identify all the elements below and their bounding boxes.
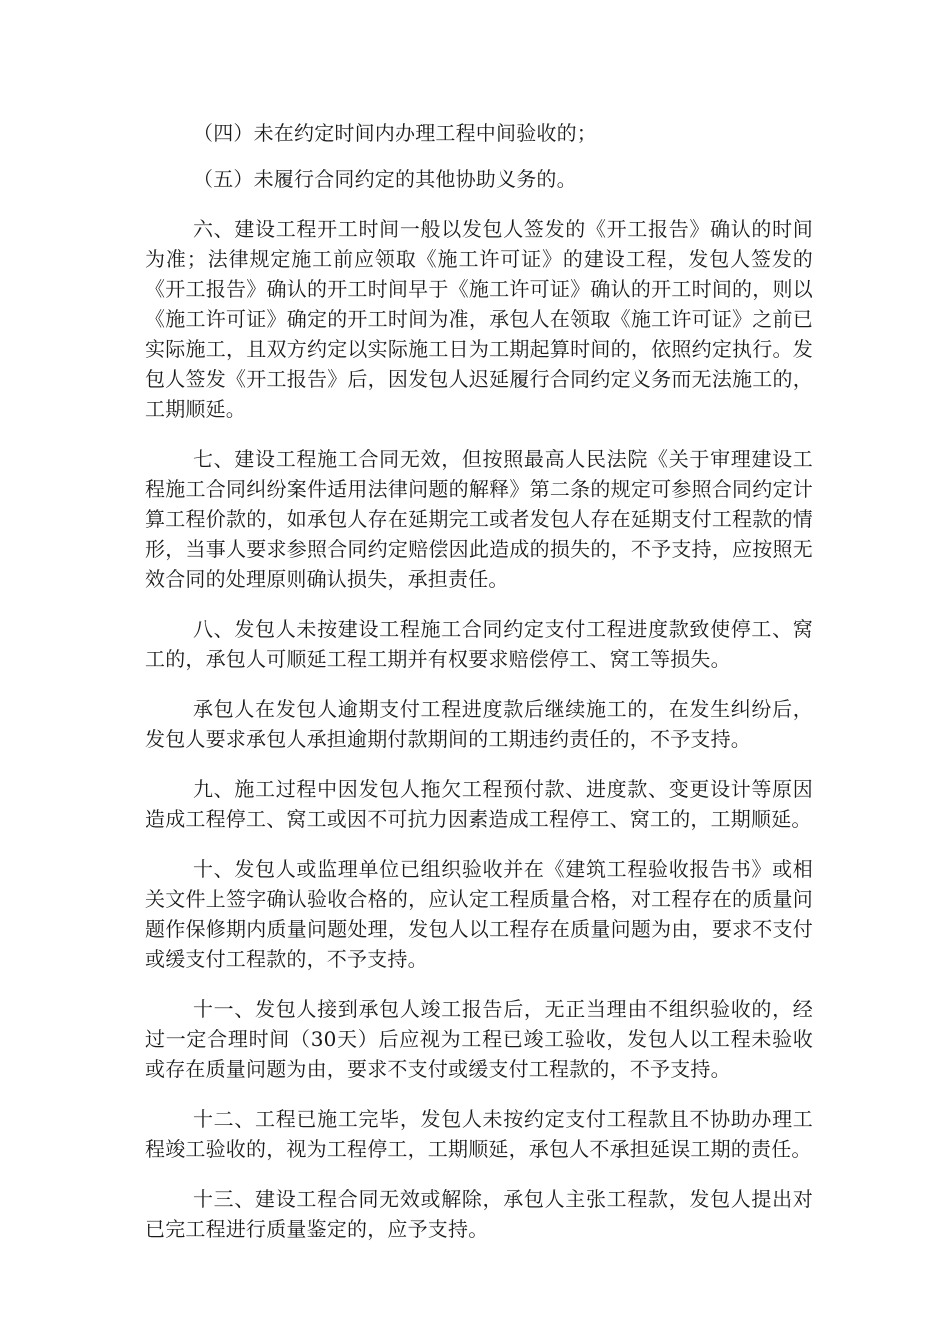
paragraph-item-4: （四）未在约定时间内办理工程中间验收的； [193,121,597,145]
paragraph-article-9: 九、施工过程中因发包人拖欠工程预付款、进度款、变更设计等原因造成工程停工、窝工或因不可抗力因素造成工程停工、窝工的，工期顺延。 [145,777,813,831]
document-body [145,118,813,1264]
paragraph-article-8-continued: 承包人在发包人逾期支付工程进度款后继续施工的，在发生纠纷后，发包人要求承包人承担逾期付款期间的工期违约责任的，不予支持。 [145,697,813,751]
paragraph-article-6: 六、建设工程开工时间一般以发包人签发的《开工报告》确认的时间为准；法律规定施工前应领取《施工许可证》的建设工程，发包人签发的《开工报告》确认的开工时间早于《施工许可证》确认的开工时间的，则以《施工许可证》确定的开工时间为准，承包人在领取《施工许可证》之前已实际施工，且双方约定以实际施工日为工期起算时间的，依照约定执行。发包人签发《开工报告》后，因发包人迟延履行合同约定义务而无法施工的，工期顺延。 [145,217,813,421]
paragraph-article-7: 七、建设工程施工合同无效，但按照最高人民法院《关于审理建设工程施工合同纠纷案件适用法律问题的解释》第二条的规定可参照合同约定计算工程价款的，如承包人存在延期完工或者发包人存在延期支付工程款的情形，当事人要求参照合同约定赔偿因此造成的损失的，不予支持，应按照无效合同的处理原则确认损失，承担责任。 [145,447,813,591]
paragraph-article-12: 十二、工程已施工完毕，发包人未按约定支付工程款且不协助办理工程竣工验收的，视为工程停工，工期顺延，承包人不承担延误工期的责任。 [145,1107,813,1161]
paragraph-article-13: 十三、建设工程合同无效或解除，承包人主张工程款，发包人提出对已完工程进行质量鉴定的，应予支持。 [145,1187,813,1241]
paragraph-article-11: 十一、发包人接到承包人竣工报告后，无正当理由不组织验收的，经过一定合理时间（30天）后应视为工程已竣工验收，发包人以工程未验收或存在质量问题为由，要求不支付或缓支付工程款的，不予支持。 [145,997,813,1081]
paragraph-article-8: 八、发包人未按建设工程施工合同约定支付工程进度款致使停工、窝工的，承包人可顺延工程工期并有权要求赔偿停工、窝工等损失。 [145,617,813,671]
paragraph-article-10: 十、发包人或监理单位已组织验收并在《建筑工程验收报告书》或相关文件上签字确认验收合格的，应认定工程质量合格，对工程存在的质量问题作保修期内质量问题处理，发包人以工程存在质量问题为由，要求不支付或缓支付工程款的，不予支持。 [145,857,813,971]
paragraph-item-5: （五）未履行合同约定的其他协助义务的。 [193,167,577,191]
